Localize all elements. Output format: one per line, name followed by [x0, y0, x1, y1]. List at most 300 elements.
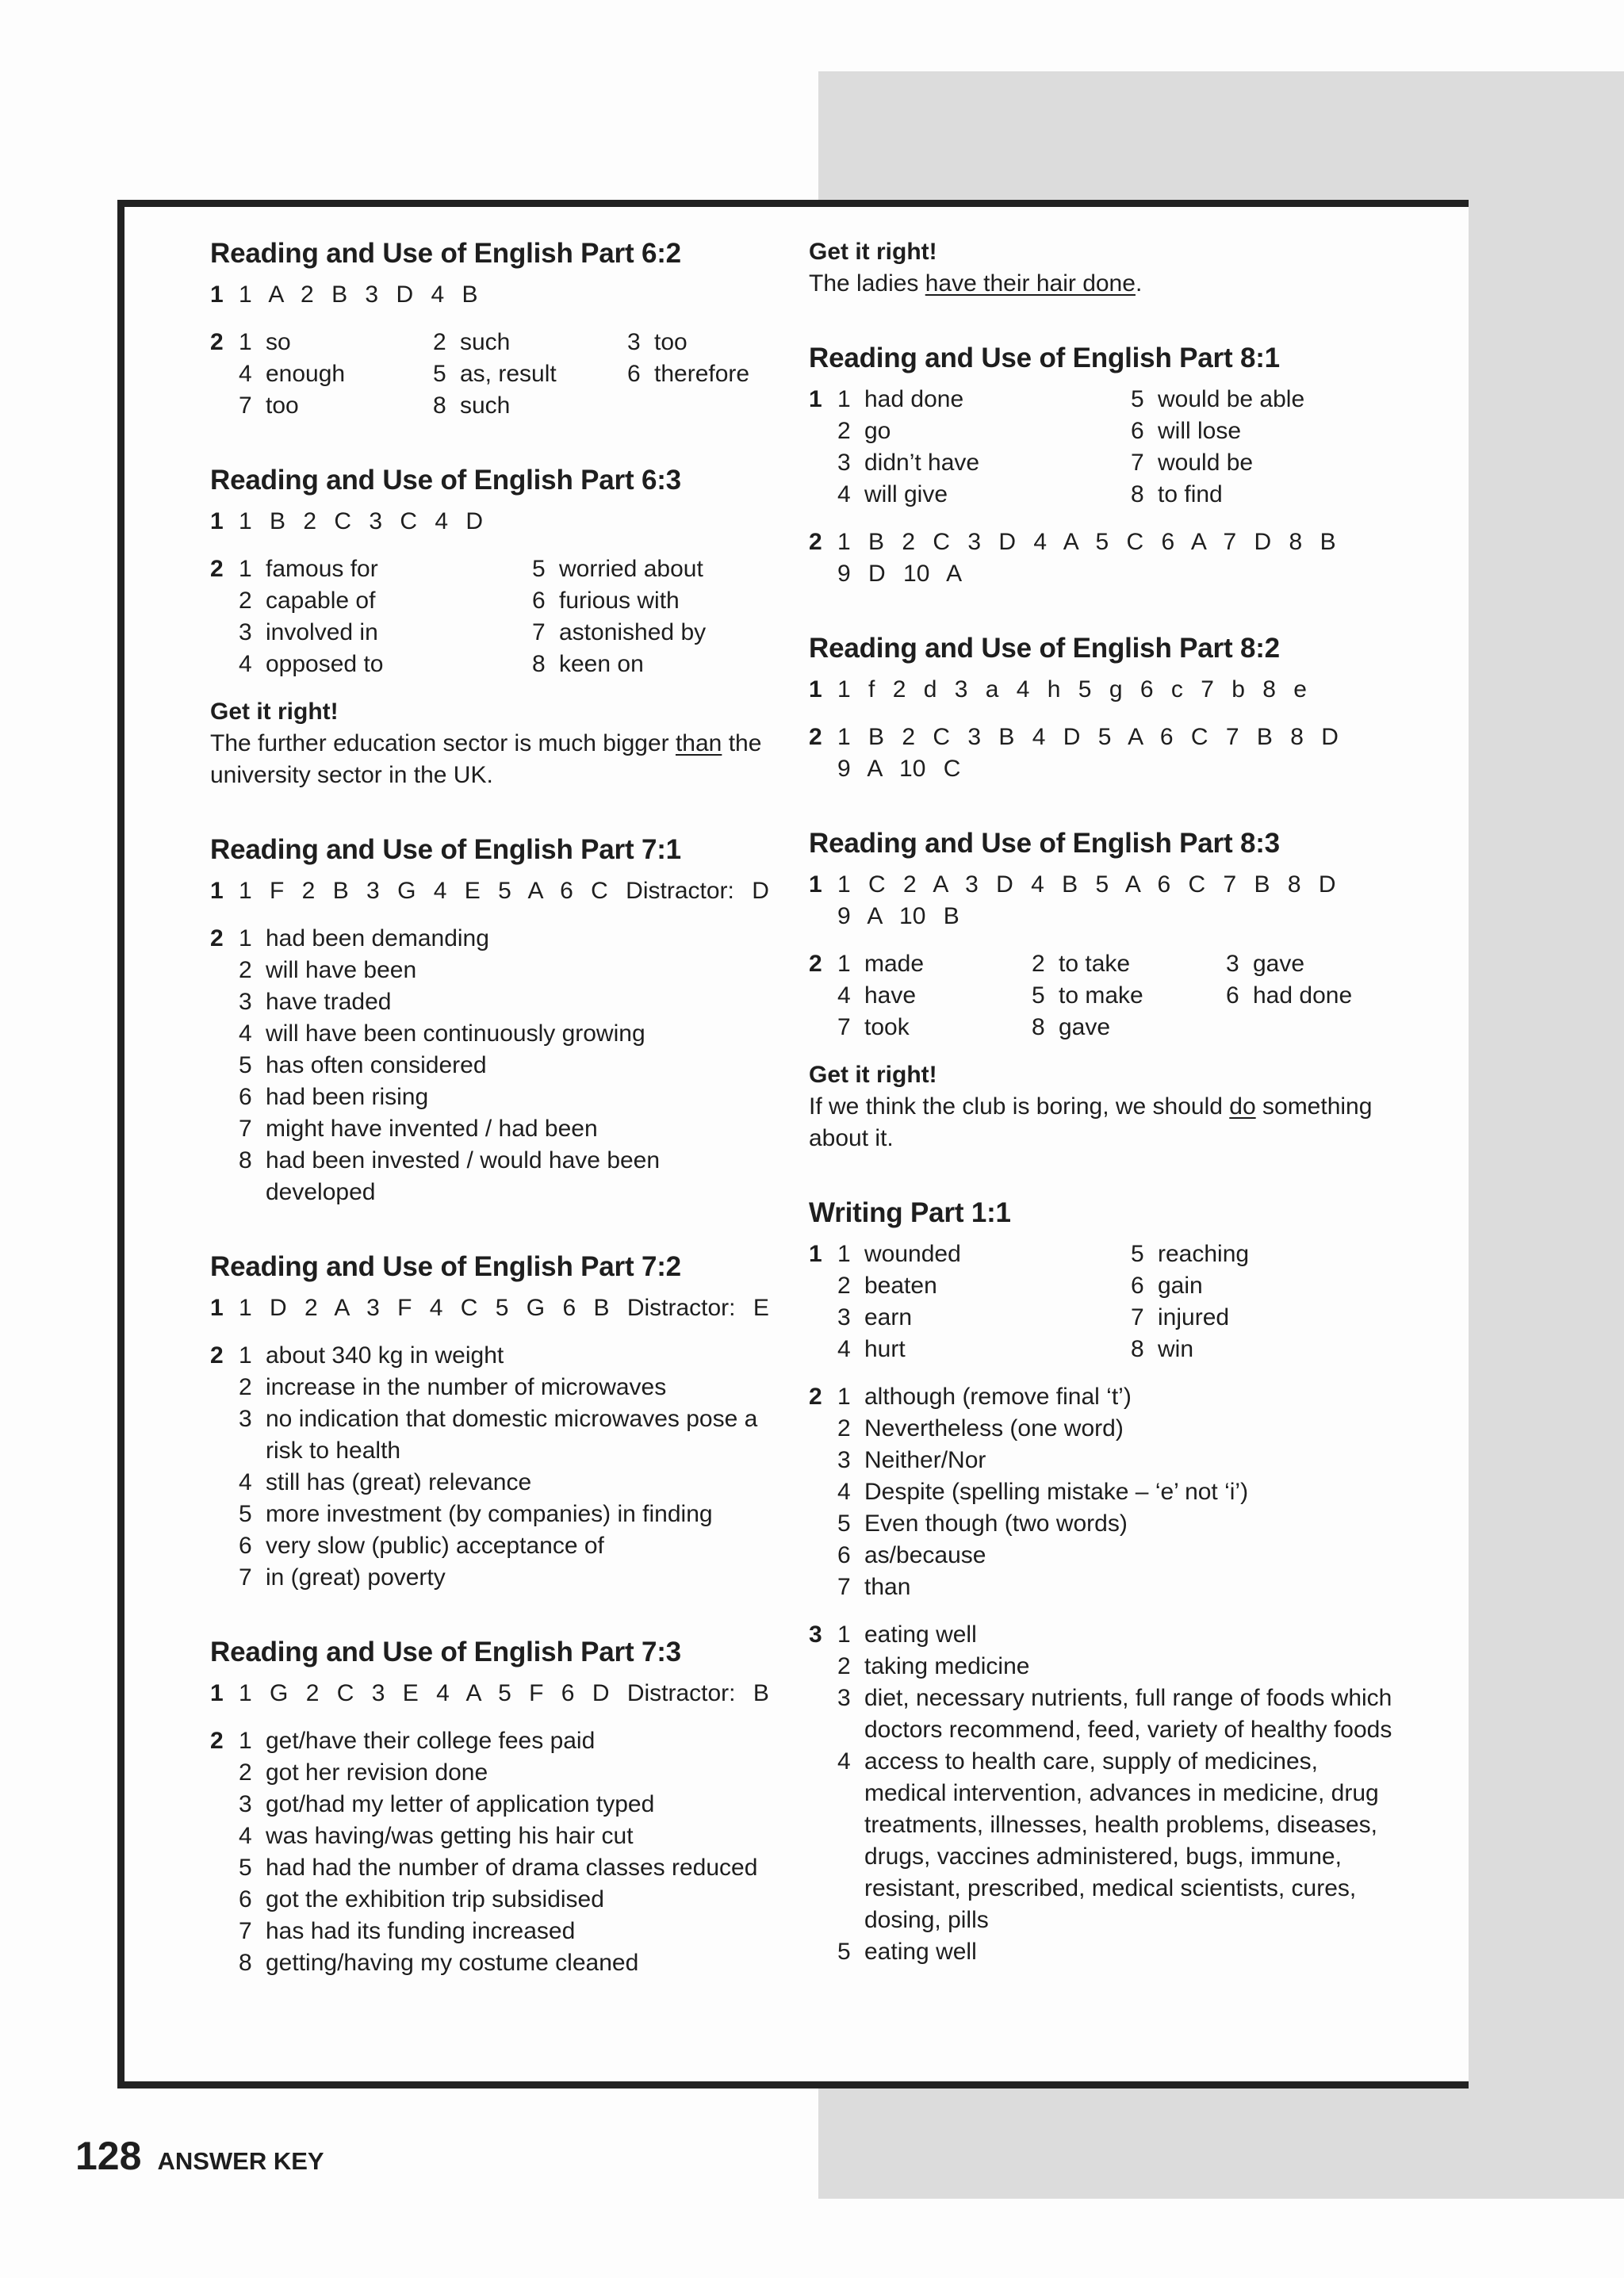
answer-text: furious with: [559, 588, 680, 614]
answer-text: would be: [1158, 450, 1254, 476]
answer-number: 7: [532, 619, 546, 645]
answer-item: [1131, 415, 1392, 447]
answer-number: 7: [239, 1564, 252, 1591]
answer-number: 2: [239, 1759, 252, 1786]
answer-item: [239, 923, 773, 955]
answers: [837, 869, 1396, 932]
answer-item: [837, 1651, 1396, 1683]
answer-text: more investment (by companies) in finding: [266, 1501, 713, 1527]
answer-text: have traded: [266, 989, 392, 1015]
answer-number: 7: [1131, 450, 1144, 476]
answer-text: has often considered: [266, 1052, 487, 1078]
answer-item: [1131, 479, 1392, 511]
get-it-right-text: The ladies have their hair done.: [809, 270, 1143, 297]
answer-text: famous for: [266, 556, 378, 582]
answer-text: had done: [864, 386, 964, 412]
answer-text: earn: [864, 1304, 913, 1330]
answer-number: 4: [837, 1336, 851, 1362]
get-it-right-title: Get it right!: [809, 239, 937, 265]
answer-item: [1131, 1239, 1392, 1270]
answer-grid: [239, 553, 794, 680]
answer-item: [837, 1508, 1396, 1540]
answer-item: [239, 1562, 773, 1594]
answer-text: made: [864, 951, 925, 977]
answer-text: about 340 kg in weight: [266, 1342, 504, 1369]
answer-number: 7: [239, 392, 252, 419]
answer-item: [837, 1936, 1396, 1968]
answer-text: would be able: [1158, 386, 1305, 412]
answer-item: [532, 553, 794, 585]
answer-number: 4: [239, 361, 252, 387]
answer-text: too: [266, 392, 299, 419]
answer-number: 5: [239, 1855, 252, 1881]
answer-item: [837, 1572, 1396, 1603]
answer-item: [239, 1884, 773, 1916]
right-column: [809, 236, 1396, 2009]
answer-text: get/have their college fees paid: [266, 1728, 596, 1754]
question-1: [210, 506, 773, 538]
answer-item: [239, 390, 433, 422]
question-2: [210, 553, 773, 680]
answer-number: 1: [239, 1342, 252, 1369]
answer-item: [837, 1302, 1131, 1334]
question-1: [210, 875, 773, 907]
answer-item: [239, 955, 773, 986]
question-1: [210, 1292, 773, 1324]
answer-item: [837, 1445, 1396, 1476]
answer-item: [239, 1916, 773, 1947]
answer-number: 3: [837, 1304, 851, 1330]
answer-text: than: [864, 1574, 911, 1600]
answer-number: 7: [239, 1116, 252, 1142]
section-rue-6-2: [210, 236, 773, 422]
answer-item: [837, 1334, 1131, 1365]
answer-list: [239, 923, 773, 1208]
page-number: 128: [75, 2134, 142, 2178]
answers-row: 9 A 10 B: [837, 903, 959, 929]
question-2: [809, 948, 1396, 1043]
answer-text: didn’t have: [864, 450, 980, 476]
question-3: [809, 1619, 1396, 1968]
answer-text: reaching: [1158, 1241, 1250, 1267]
answer-item: [239, 1820, 773, 1852]
answer-text: increase in the number of microwaves: [266, 1374, 667, 1400]
answer-item: [837, 1239, 1131, 1270]
question-2: [809, 1381, 1396, 1603]
answer-text: hurt: [864, 1336, 906, 1362]
question-number: 2: [210, 1342, 224, 1369]
answer-number: 5: [837, 1939, 851, 1965]
answer-number: 1: [239, 1728, 252, 1754]
answer-text: will have been continuously growing: [266, 1020, 645, 1047]
footer-label: ANSWER KEY: [157, 2147, 324, 2175]
question-number: 2: [210, 556, 224, 582]
answer-text: had had the number of drama classes reduced: [266, 1855, 758, 1881]
section-rue-8-2: [809, 631, 1396, 785]
question-2: [210, 327, 773, 422]
answer-number: 1: [239, 556, 252, 582]
answer-item: [239, 1757, 773, 1789]
answers: 1 A 2 B 3 D 4 B: [239, 281, 478, 308]
answer-number: 3: [239, 619, 252, 645]
get-it-right-title: Get it right!: [210, 699, 339, 725]
answer-number: 6: [837, 1542, 851, 1568]
answer-number: 2: [837, 418, 851, 444]
answer-item: [837, 1413, 1396, 1445]
question-1: [809, 384, 1396, 511]
answer-grid: [837, 384, 1396, 511]
question-number: 1: [210, 281, 224, 308]
answer-item: [1131, 1270, 1392, 1302]
answer-list: [239, 1340, 773, 1594]
answer-text: got the exhibition trip subsidised: [266, 1886, 604, 1912]
answer-text: as/because: [864, 1542, 986, 1568]
answer-number: 2: [239, 957, 252, 983]
answer-item: [1131, 447, 1392, 479]
answer-item: [239, 1852, 773, 1884]
answer-number: 4: [837, 1748, 851, 1775]
answer-number: 5: [433, 361, 446, 387]
answer-text: although (remove final ‘t’): [864, 1384, 1132, 1410]
answer-text: injured: [1158, 1304, 1230, 1330]
question-number: 1: [210, 1680, 224, 1706]
answer-item: [627, 358, 802, 390]
answer-text: might have invented / had been: [266, 1116, 598, 1142]
question-1: [809, 674, 1396, 706]
section-title: Reading and Use of English Part 8:3: [809, 828, 1280, 859]
answer-number: 1: [837, 1621, 851, 1648]
section-title: Writing Part 1:1: [809, 1197, 1011, 1228]
answer-number: 6: [532, 588, 546, 614]
section-title: Reading and Use of English Part 6:2: [210, 238, 681, 269]
answer-text: Neither/Nor: [864, 1447, 986, 1473]
answer-text: too: [654, 329, 688, 355]
answer-number: 7: [837, 1014, 851, 1040]
answers: [837, 526, 1396, 590]
answer-number: 3: [239, 1791, 252, 1817]
question-number: 1: [210, 508, 224, 534]
answer-text: very slow (public) acceptance of: [266, 1533, 604, 1559]
answer-text: win: [1158, 1336, 1194, 1362]
left-column: [210, 236, 773, 2020]
answer-text: got her revision done: [266, 1759, 488, 1786]
page-footer: [75, 2133, 324, 2179]
answer-number: 6: [627, 361, 641, 387]
answer-number: 8: [532, 651, 546, 677]
question-number: 2: [809, 1384, 822, 1410]
answer-text: diet, necessary nutrients, full range of foods which doctors recommend, feed, variety of healthy foods: [864, 1685, 1392, 1743]
get-it-right-top: [809, 236, 1396, 300]
answers-row: 9 D 10 A: [837, 561, 963, 587]
answer-text: in (great) poverty: [266, 1564, 446, 1591]
question-number: 1: [809, 676, 822, 703]
answer-item: [837, 980, 1032, 1012]
get-it-right-title: Get it right!: [809, 1062, 937, 1088]
answers-row: 1 B 2 C 3 B 4 D 5 A 6 C 7 B 8 D: [837, 724, 1339, 750]
question-number: 1: [210, 878, 224, 904]
question-2: [210, 1340, 773, 1594]
answer-item: [837, 479, 1131, 511]
answer-text: Nevertheless (one word): [864, 1415, 1124, 1441]
answer-item: [1131, 384, 1392, 415]
answer-text: so: [266, 329, 291, 355]
answer-item: [532, 617, 794, 649]
answer-text: taking medicine: [864, 1653, 1030, 1679]
answer-item: [239, 1082, 773, 1113]
answer-item: [1032, 1012, 1226, 1043]
answer-text: go: [864, 418, 891, 444]
answer-text: had done: [1253, 982, 1353, 1009]
answer-item: [239, 1789, 773, 1820]
answer-item: [239, 553, 532, 585]
answer-text: gain: [1158, 1273, 1203, 1299]
answer-number: 3: [837, 450, 851, 476]
answer-number: 2: [837, 1273, 851, 1299]
question-number: 1: [809, 1241, 822, 1267]
answer-text: involved in: [266, 619, 378, 645]
answer-number: 7: [837, 1574, 851, 1600]
answer-item: [239, 327, 433, 358]
answer-text: had been rising: [266, 1084, 429, 1110]
answer-text: got/had my letter of application typed: [266, 1791, 655, 1817]
answer-number: 4: [837, 982, 851, 1009]
answer-text: beaten: [864, 1273, 937, 1299]
answer-number: 1: [837, 386, 851, 412]
answer-number: 3: [1226, 951, 1239, 977]
answer-grid: [837, 948, 1400, 1043]
answer-number: 5: [1032, 982, 1045, 1009]
section-title: Reading and Use of English Part 8:2: [809, 633, 1280, 664]
answer-text: took: [864, 1014, 910, 1040]
answer-text: astonished by: [559, 619, 707, 645]
answer-text: enough: [266, 361, 346, 387]
question-number: 3: [809, 1621, 822, 1648]
answer-item: [532, 585, 794, 617]
answer-number: 2: [239, 1374, 252, 1400]
question-2: [210, 1725, 773, 1979]
answer-text: wounded: [864, 1241, 961, 1267]
answer-text: capable of: [266, 588, 376, 614]
section-rue-8-3: [809, 826, 1396, 1154]
answer-item: [1032, 980, 1226, 1012]
question-1: [809, 1239, 1396, 1365]
answer-number: 5: [532, 556, 546, 582]
answers: 1 D 2 A 3 F 4 C 5 G 6 B Distractor: E: [239, 1295, 769, 1321]
answer-item: [1032, 948, 1226, 980]
answers-row: 1 B 2 C 3 D 4 A 5 C 6 A 7 D 8 B: [837, 529, 1336, 555]
answer-text: such: [460, 329, 511, 355]
answer-number: 8: [239, 1147, 252, 1173]
question-1: [809, 869, 1396, 932]
answer-text: to take: [1059, 951, 1131, 977]
answer-text: had been invested / would have been developed: [266, 1147, 661, 1205]
answer-item: [239, 1113, 773, 1145]
answer-grid: [837, 1239, 1396, 1365]
answer-item: [239, 617, 532, 649]
answer-number: 3: [837, 1685, 851, 1711]
answer-item: [239, 358, 433, 390]
answer-item: [837, 1270, 1131, 1302]
answer-text: opposed to: [266, 651, 384, 677]
answer-number: 6: [239, 1886, 252, 1912]
answer-number: 6: [1131, 418, 1144, 444]
question-1: [210, 1678, 773, 1709]
answer-text: had been demanding: [266, 925, 489, 951]
question-number: 2: [210, 925, 224, 951]
question-number: 1: [210, 1295, 224, 1321]
answers-row: 1 C 2 A 3 D 4 B 5 A 6 C 7 B 8 D: [837, 871, 1336, 898]
question-number: 2: [809, 724, 822, 750]
answer-item: [837, 1540, 1396, 1572]
answer-item: [239, 585, 532, 617]
answer-number: 7: [239, 1918, 252, 1944]
answer-number: 4: [239, 651, 252, 677]
section-title: Reading and Use of English Part 8:1: [809, 343, 1280, 373]
answer-item: [239, 1725, 773, 1757]
answer-item: [1226, 980, 1400, 1012]
answer-number: 3: [239, 1406, 252, 1432]
answer-item: [1131, 1334, 1392, 1365]
answer-item: [837, 1683, 1396, 1746]
answer-item: [1226, 948, 1400, 980]
answer-text: eating well: [864, 1621, 977, 1648]
answer-number: 2: [837, 1415, 851, 1441]
answers: 1 f 2 d 3 a 4 h 5 g 6 c 7 b 8 e: [837, 676, 1307, 703]
question-number: 1: [809, 386, 822, 412]
answer-number: 6: [1226, 982, 1239, 1009]
answer-text: to make: [1059, 982, 1143, 1009]
answer-number: 1: [239, 925, 252, 951]
answers: 1 F 2 B 3 G 4 E 5 A 6 C Distractor: D: [239, 878, 769, 904]
answer-text: no indication that domestic microwaves pose a risk to health: [266, 1406, 758, 1464]
answer-number: 4: [239, 1020, 252, 1047]
answer-item: [239, 986, 773, 1018]
answer-number: 4: [239, 1823, 252, 1849]
answer-number: 3: [837, 1447, 851, 1473]
answer-number: 5: [1131, 386, 1144, 412]
answer-item: [239, 1050, 773, 1082]
answer-item: [433, 327, 627, 358]
answer-item: [239, 1947, 773, 1979]
answer-text: as, result: [460, 361, 557, 387]
answer-text: gave: [1059, 1014, 1111, 1040]
question-number: 2: [809, 529, 822, 555]
question-2: [210, 923, 773, 1208]
answer-item: [837, 384, 1131, 415]
answer-list: [837, 1381, 1396, 1603]
answer-item: [837, 415, 1131, 447]
answer-text: have: [864, 982, 917, 1009]
answer-item: [837, 1476, 1396, 1508]
answer-item: [837, 948, 1032, 980]
answer-number: 8: [1032, 1014, 1045, 1040]
answer-number: 4: [837, 1479, 851, 1505]
answer-number: 4: [837, 481, 851, 507]
answer-number: 2: [837, 1653, 851, 1679]
question-2: [809, 722, 1396, 785]
answer-number: 2: [239, 588, 252, 614]
answer-item: [239, 649, 532, 680]
answer-list: [837, 1619, 1396, 1968]
answer-number: 1: [837, 951, 851, 977]
answer-number: 7: [1131, 1304, 1144, 1330]
answer-item: [433, 390, 627, 422]
answer-text: will have been: [266, 957, 417, 983]
section-rue-6-3: [210, 463, 773, 791]
get-it-right-text: If we think the club is boring, we should do something about it.: [809, 1093, 1373, 1151]
answer-text: has had its funding increased: [266, 1918, 576, 1944]
answers: 1 G 2 C 3 E 4 A 5 F 6 D Distractor: B: [239, 1680, 769, 1706]
section-rue-7-1: [210, 833, 773, 1208]
answer-text: getting/having my costume cleaned: [266, 1950, 639, 1976]
answers: 1 B 2 C 3 C 4 D: [239, 508, 484, 534]
answer-text: will give: [864, 481, 948, 507]
answer-text: still has (great) relevance: [266, 1469, 532, 1495]
answer-list: [239, 1725, 773, 1979]
answer-number: 5: [1131, 1241, 1144, 1267]
answer-number: 8: [1131, 1336, 1144, 1362]
section-title: Reading and Use of English Part 6:3: [210, 465, 681, 496]
question-2: [809, 526, 1396, 590]
answer-number: 8: [433, 392, 446, 419]
answer-number: 6: [1131, 1273, 1144, 1299]
answer-item: [239, 1467, 773, 1499]
answer-text: Despite (spelling mistake – ‘e’ not ‘i’): [864, 1479, 1249, 1505]
answer-number: 1: [239, 329, 252, 355]
section-rue-7-2: [210, 1250, 773, 1594]
answer-item: [837, 1012, 1032, 1043]
answer-text: gave: [1253, 951, 1305, 977]
answer-number: 8: [1131, 481, 1144, 507]
answer-number: 1: [837, 1384, 851, 1410]
answer-number: 6: [239, 1533, 252, 1559]
answer-text: Even though (two words): [864, 1510, 1128, 1537]
answer-item: [239, 1403, 773, 1467]
question-1: [210, 279, 773, 311]
answer-item: [433, 358, 627, 390]
answers-row: 9 A 10 C: [837, 756, 961, 782]
answer-number: 8: [239, 1950, 252, 1976]
answer-item: [837, 447, 1131, 479]
answer-item: [239, 1018, 773, 1050]
section-rue-7-3: [210, 1635, 773, 1979]
answer-text: worried about: [559, 556, 703, 582]
answer-text: eating well: [864, 1939, 977, 1965]
answer-item: [627, 327, 802, 358]
answer-number: 1: [837, 1241, 851, 1267]
answer-text: was having/was getting his hair cut: [266, 1823, 634, 1849]
answer-text: keen on: [559, 651, 644, 677]
answer-item: [239, 1499, 773, 1530]
question-number: 1: [809, 871, 822, 898]
answer-item: [837, 1619, 1396, 1651]
answer-number: 3: [627, 329, 641, 355]
answer-text: to find: [1158, 481, 1223, 507]
answer-number: 5: [837, 1510, 851, 1537]
section-rue-8-1: [809, 341, 1396, 590]
answer-item: [239, 1340, 773, 1372]
answer-item: [239, 1145, 773, 1208]
answers: [837, 722, 1396, 785]
answer-text: access to health care, supply of medicines, medical intervention, advances in medicine, drug treatments, illnesses, health problems, diseases, drugs, vaccines administered, bugs, immune, resistant, prescribed, medical scientists, cures, dosing, pills: [864, 1748, 1379, 1933]
answer-item: [837, 1381, 1396, 1413]
get-it-right-text: The further education sector is much bigger than the university sector in the UK.: [210, 730, 762, 788]
answer-number: 3: [239, 989, 252, 1015]
question-number: 2: [210, 1728, 224, 1754]
answer-number: 2: [433, 329, 446, 355]
answer-text: will lose: [1158, 418, 1242, 444]
question-number: 2: [809, 951, 822, 977]
